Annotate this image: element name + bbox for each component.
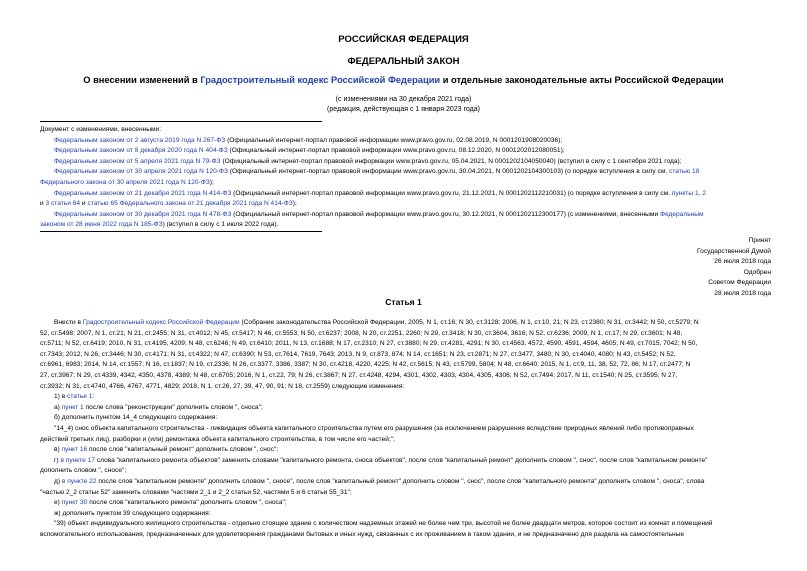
paragraph-cont: ст.3932; N 31, ст.4740, 4766, 4767, 4771, 4829; 2018, N 1, ст.26, 27, 39, 47, 90, 91; N 18, ст.2559) следующие изменения: <box>40 382 405 390</box>
change-item-cont: Федерального закона от 30 апреля 2021 года N 120-ФЗ); <box>40 178 214 186</box>
accepted-label: Принят <box>748 237 771 244</box>
changes-list <box>40 125 775 231</box>
code-link[interactable]: Градостроительный кодекс Российской Федерации <box>82 319 240 326</box>
change-item: Федеральным законом от 5 апреля 2021 года N 79-ФЗ (Официальный интернет-портал правовой информации www.pravo.gov.ru, 05.04.2021, N 0001202104050040) (вступил в силу с 1 сентября 2021 года); <box>54 157 682 165</box>
item-d: д) в пункте 22 после слов "капитальном ремонте" дополнить словом ", сносе", после слов "капитальный ремонт" дополнить словом ", снос", после слов "капитального ремонта" дополнить словом ", сноса", слова <box>54 477 705 485</box>
law-link[interactable]: Федерального закона от 30 апреля 2021 года N 120-ФЗ <box>40 178 210 186</box>
amendment-link[interactable]: Федеральным законом от 5 апреля 2021 года N 79-ФЗ <box>54 157 221 165</box>
item-g-cont: дополнить словом ", сносе"; <box>40 467 127 475</box>
change-item-cont: законом от 28 июня 2022 года N 185-ФЗ) (вступил в силу с 1 июля 2022 года). <box>40 221 279 229</box>
law-link[interactable]: Федеральным <box>659 210 704 218</box>
points-link[interactable]: пункты 1, 2 <box>671 189 706 197</box>
change-item: Федеральным законом от 2 августа 2019 года N 267-ФЗ (Официальный интернет-портал правовой информации www.pravo.gov.ru, 02.08.2019, N 0001201908020036); <box>54 136 563 144</box>
paragraph-cont: 27, ст.3967; N 29, ст.4339, 4342, 4350, 4378, 4389; N 48, ст.6705; 2016, N 1, ст.22, 79; N 26, ст.3867; N 27, ст.4248, 4294, 4301, 4302, 4303, 4304, 4305, 4306; N 52, ст.7494; 2017, N 11, ст.1540; N 25, ст.3595; N 27, <box>40 371 678 379</box>
law-title: О внесении изменений в Градостроительный кодекс Российской Федерации и отдельные законодательные акты Российской Федерации <box>83 75 724 85</box>
amendment-link[interactable]: Федеральным законом от 30 декабря 2021 года N 478-ФЗ <box>54 210 232 218</box>
point-link[interactable]: пункт 1 <box>61 403 84 411</box>
article-link[interactable]: статье 1 <box>67 393 93 401</box>
article-title: Статья 1 <box>385 297 422 307</box>
item-d-cont: "частью 2_2 статьи 52" заменить словами "частями 2_1 и 2_2 статьи 52, частями 5 и 6 статьи 55_31"; <box>40 488 352 496</box>
item-v: в) пункт 16 после слов "капитальный ремонт" дополнить словом ", снос"; <box>54 446 279 454</box>
item-b: б) дополнить пунктом 14_4 следующего содержания: <box>54 414 218 422</box>
divider-bottom <box>40 231 322 232</box>
quote-14-4: "14_4) снос объекта капитального строительства - ликвидация объекта капитального строительства путем его разрушения (за исключением разрушения вследствие природных явлений либо противоправных <box>54 424 694 432</box>
law-type-heading: ФЕДЕРАЛЬНЫЙ ЗАКОН <box>347 56 460 67</box>
change-item: Федеральным законом от 30 декабря 2021 года N 478-ФЗ (Официальный интернет-портал правовой информации www.pravo.gov.ru, 30.12.2021, N 0001202112300177) (с изменениями, внесенными Федеральным <box>54 210 704 218</box>
point-link[interactable]: пункт 30 <box>61 499 88 507</box>
approved-label: Одобрен <box>743 268 771 276</box>
item-a: а) пункт 1 после слова "реконструкции" дополнить словом ", сноса"; <box>54 403 263 411</box>
quote-39: "39) объект индивидуального жилищного строительства - отдельно стоящее здание с количеством надземных этажей не более чем три, высотой не более двадцати метров, которое состоит из комнат и помещений <box>54 520 713 528</box>
change-item: Федеральным законом от 8 декабря 2020 года N 404-ФЗ (Официальный интернет-портал правовой информации www.pravo.gov.ru, 08.12.2020, N 0001202012080051); <box>54 147 565 155</box>
divider-top <box>40 121 322 122</box>
paragraph-cont: ст.7343; 2012, N 26, ст.3446; N 30, ст.4171; N 31, ст.4322; N 47, ст.6390; N 53, ст.7614, 7619, 7643; 2013, N 9, ст.873, 874; N 14, ст.1651; N 23, ст.2871; N 27, ст.3477, 3480; N 30, ст.4040, 4080; N 43, ст.5452; N 52, <box>40 350 676 358</box>
article-link[interactable]: статью 18 <box>669 168 700 176</box>
point-link[interactable]: пункт 16 <box>61 446 88 454</box>
adoption-info <box>571 236 771 300</box>
change-item: Федеральным законом от 30 апреля 2021 года N 120-ФЗ (Официальный интернет-портал правовой информации www.pravo.gov.ru, 30.04.2021, N 0001202104300103) (о порядке вступления в силу см. статью 18 <box>54 168 700 176</box>
amendment-link[interactable]: Федеральным законом от 2 августа 2019 года N 267-ФЗ <box>54 136 226 144</box>
edition-changes: (с изменениями на 30 декабря 2021 года) <box>335 96 472 103</box>
item-zh: ж) дополнить пунктом 39 следующего содержания: <box>54 509 211 517</box>
paragraph-cont: ст.5711; N 52, ст.6419; 2010, N 31, ст.4195, 4209; N 48, ст.6246; N 49, ст.6410; 2011, N 13, ст.1688; N 17, ст.2310; N 27, ст.3880; N 29, ст.4281, 4291; N 30, ст.4563, 4572, 4590, 4591, 4594, 4605; N 49, ст.7015, 7042; N 50, <box>40 340 698 348</box>
paragraph-cont: 52, ст.5498; 2007, N 1, ст.21; N 21, ст.2455; N 31, ст.4012; N 45, ст.5417; N 46, ст.5553; N 50, ст.6237; 2008, N 20, ст.2251, 2260; N 29, ст.3418; N 30, ст.3604, 3616; N 52, ст.6236; 2009, N 1, ст.17; N 29, ст.3601; N 48, <box>40 329 683 337</box>
amendment-link[interactable]: Федеральным законом от 30 апреля 2021 года N 120-ФЗ <box>54 168 228 176</box>
article-link[interactable]: 3 статьи 64 <box>45 200 81 208</box>
approved-date: 28 июля 2018 года <box>714 289 771 297</box>
article-body <box>40 318 775 540</box>
changes-intro: Документ с изменениями, внесенными: <box>40 126 162 133</box>
change-item-cont: и 3 статьи 64 и статью 65 Федерального закона от 21 декабря 2021 года N 414-ФЗ); <box>40 200 297 208</box>
point-link[interactable]: в пункте 17 <box>60 456 96 464</box>
paragraph: Внести в Градостроительный кодекс Российской Федерации (Собрание законодательства Российской Федерации, 2005, N 1, ст.16; N 30, ст.3128; 2006, N 1, ст.10, 21; N 23, ст.2380; N 31, ст.3442; N 50, ст.5279; N <box>54 319 699 326</box>
accepted-by: Государственной Думой <box>697 247 771 255</box>
quote-39-cont: вспомогательного использования, предназначенных для удовлетворения гражданами бытовых и иных нужд, связанных с их проживанием в таком здании, и не предназначено для раздела на самостоятельные <box>40 530 685 538</box>
federation-heading: РОССИЙСКАЯ ФЕДЕРАЦИЯ <box>338 34 469 45</box>
code-link[interactable]: Градостроительный кодекс Российской Федерации <box>200 75 441 85</box>
edition-effective: (редакция, действующая с 1 января 2023 года) <box>327 106 480 113</box>
article-link[interactable]: статью 65 Федерального закона от 21 декабря 2021 года N 414-ФЗ <box>87 200 293 208</box>
amendment-link[interactable]: Федеральным законом от 21 декабря 2021 года N 414-ФЗ <box>54 189 232 197</box>
law-link[interactable]: законом от 28 июня 2022 года N 185-ФЗ <box>40 221 163 229</box>
item-1: 1) в статье 1: <box>54 393 95 401</box>
accepted-date: 26 июля 2018 года <box>714 258 771 266</box>
approved-by: Советом Федерации <box>708 279 771 287</box>
paragraph-cont: ст.6961, 6983; 2014, N 14, ст.1557; N 16, ст.1837; N 19, ст.2336; N 26, ст.3377, 3386, 3387; N 30, ст.4218, 4220, 4225; N 42, ст.5615; N 43, ст.5799, 5804; N 48, ст.6640; 2015, N 1, ст.9, 11, 38, 52, 72, 86; N 17, ст.2477; N <box>40 361 691 369</box>
item-g: г) в пункте 17 слова "капитального ремонта объектов" заменить словами "капитального ремонта, сноса объектов", после слов "капитальный ремонт" дополнить словом ", снос", после слов "капитальном ремонте" <box>54 456 708 464</box>
item-e: е) пункт 30 после слов "капитального ремонта" дополнить словом ", сноса"; <box>54 499 287 507</box>
point-link[interactable]: в пункте 22 <box>61 477 97 485</box>
amendment-link[interactable]: Федеральным законом от 8 декабря 2020 года N 404-ФЗ <box>54 147 228 155</box>
change-item: Федеральным законом от 21 декабря 2021 года N 414-ФЗ (Официальный интернет-портал правовой информации www.pravo.gov.ru, 21.12.2021, N 0001202112210031) (о порядке вступления в силу см. пункты 1, 2 <box>54 189 706 197</box>
quote-14-4-cont: действий третьих лиц), разборки и (или) демонтажа объекта капитального строительства, в том числе его частей;"; <box>40 435 395 443</box>
